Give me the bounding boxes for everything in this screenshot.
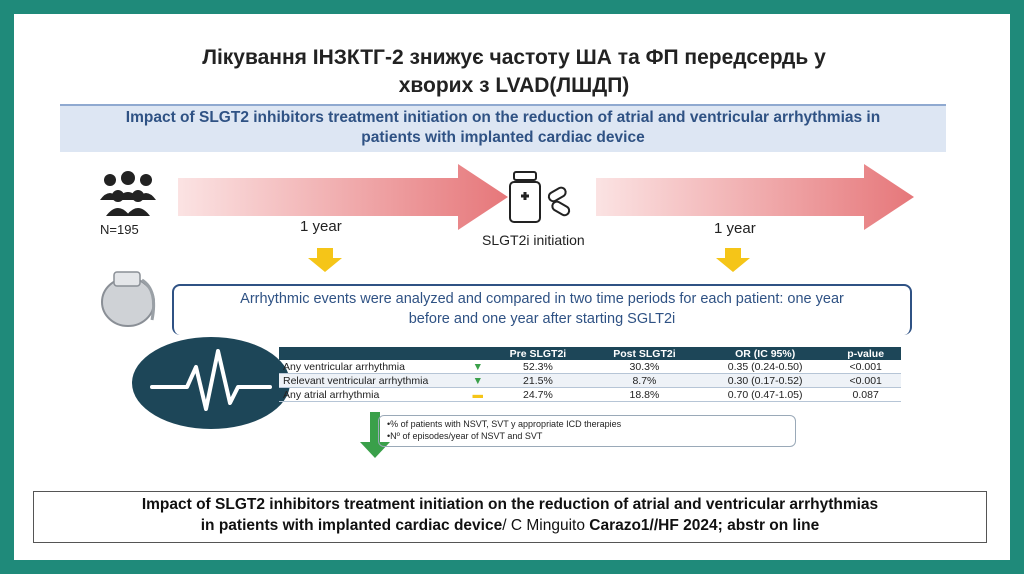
citation-source: Carazo1//HF 2024; abstr on line [589, 517, 820, 534]
citation-title-end: in patients with implanted cardiac device [200, 517, 503, 534]
results-table [279, 347, 901, 402]
year-after-label: 1 year [714, 220, 756, 237]
p-value: <0.001 [830, 360, 901, 374]
heartbeat-badge [132, 337, 290, 429]
title-line-2: хворих з LVAD(ЛШДП) [398, 74, 630, 97]
note-item: • % of patients with NSVT, SVT y appropriate ICD therapies [387, 418, 795, 430]
post-value: 8.7% [589, 374, 700, 388]
medication-bottle-icon [506, 170, 576, 224]
title-line-1: Лікування ІНЗКТГ-2 знижує частоту ША та ФП передсердь у [202, 46, 826, 69]
analysis-line-1: Arrhythmic events were analyzed and compared in two time periods for each patient: one year [240, 291, 844, 307]
pre-value: 52.3% [487, 360, 589, 374]
row-label: Any atrial arrhythmia [283, 388, 380, 401]
p-value: <0.001 [830, 374, 901, 388]
header-cell: p-value [830, 347, 901, 360]
green-down-arrow-icon: ▼ [472, 374, 483, 387]
abstract-banner [60, 104, 946, 152]
table-header-row [279, 347, 901, 360]
citation-line-2 [34, 515, 986, 536]
table-row [279, 374, 901, 388]
yellow-equal-icon: ▬ [472, 388, 483, 401]
header-cell: Pre SLGT2i [487, 347, 589, 360]
or-value: 0.35 (0.24-0.50) [700, 360, 830, 374]
note-item: • Nº of episodes/year of NSVT and SVT [387, 430, 795, 442]
sglt2i-initiation-label: SLGT2i initiation [482, 232, 585, 248]
yellow-down-arrow-icon [716, 248, 750, 272]
banner-line-2: patients with implanted cardiac device [361, 129, 645, 146]
row-label: Any ventricular arrhythmia [283, 360, 405, 373]
timeline-arrow-left [178, 164, 508, 230]
header-cell: OR (IC 95%) [700, 347, 830, 360]
patient-count: N=195 [100, 222, 139, 237]
p-value: 0.087 [830, 388, 901, 402]
header-cell: Post SLGT2i [589, 347, 700, 360]
analysis-line-2: before and one year after starting SGLT2i [408, 311, 676, 327]
citation-line-1 [34, 494, 986, 515]
graphical-abstract [60, 98, 950, 334]
outcome-notes [378, 415, 796, 447]
citation-author: / C Minguito [502, 517, 590, 534]
table-row [279, 360, 901, 374]
slide-title [74, 44, 954, 100]
post-value: 18.8% [589, 388, 700, 402]
banner-line-1: Impact of SLGT2 inhibitors treatment initiation on the reduction of atrial and ventricular arrhythmias in [125, 109, 881, 126]
heartbeat-icon [132, 337, 290, 429]
patients-group-icon [98, 170, 158, 218]
table-row [279, 388, 901, 402]
or-value: 0.70 (0.47-1.05) [700, 388, 830, 402]
green-down-arrow-icon: ▼ [472, 360, 483, 373]
header-cell [279, 347, 487, 360]
row-label-cell [279, 360, 487, 374]
analysis-description [172, 284, 912, 335]
year-before-label: 1 year [300, 218, 342, 235]
citation-title: Impact of SLGT2 inhibitors treatment initiation on the reduction of atrial and ventricular arrhythmias [141, 496, 879, 513]
pre-value: 24.7% [487, 388, 589, 402]
row-label-cell [279, 374, 487, 388]
or-value: 0.30 (0.17-0.52) [700, 374, 830, 388]
post-value: 30.3% [589, 360, 700, 374]
cardiac-device-icon [98, 268, 160, 330]
citation-box [33, 491, 987, 543]
yellow-down-arrow-icon [308, 248, 342, 272]
row-label: Relevant ventricular arrhythmia [283, 374, 429, 387]
pre-value: 21.5% [487, 374, 589, 388]
row-label-cell [279, 388, 487, 402]
